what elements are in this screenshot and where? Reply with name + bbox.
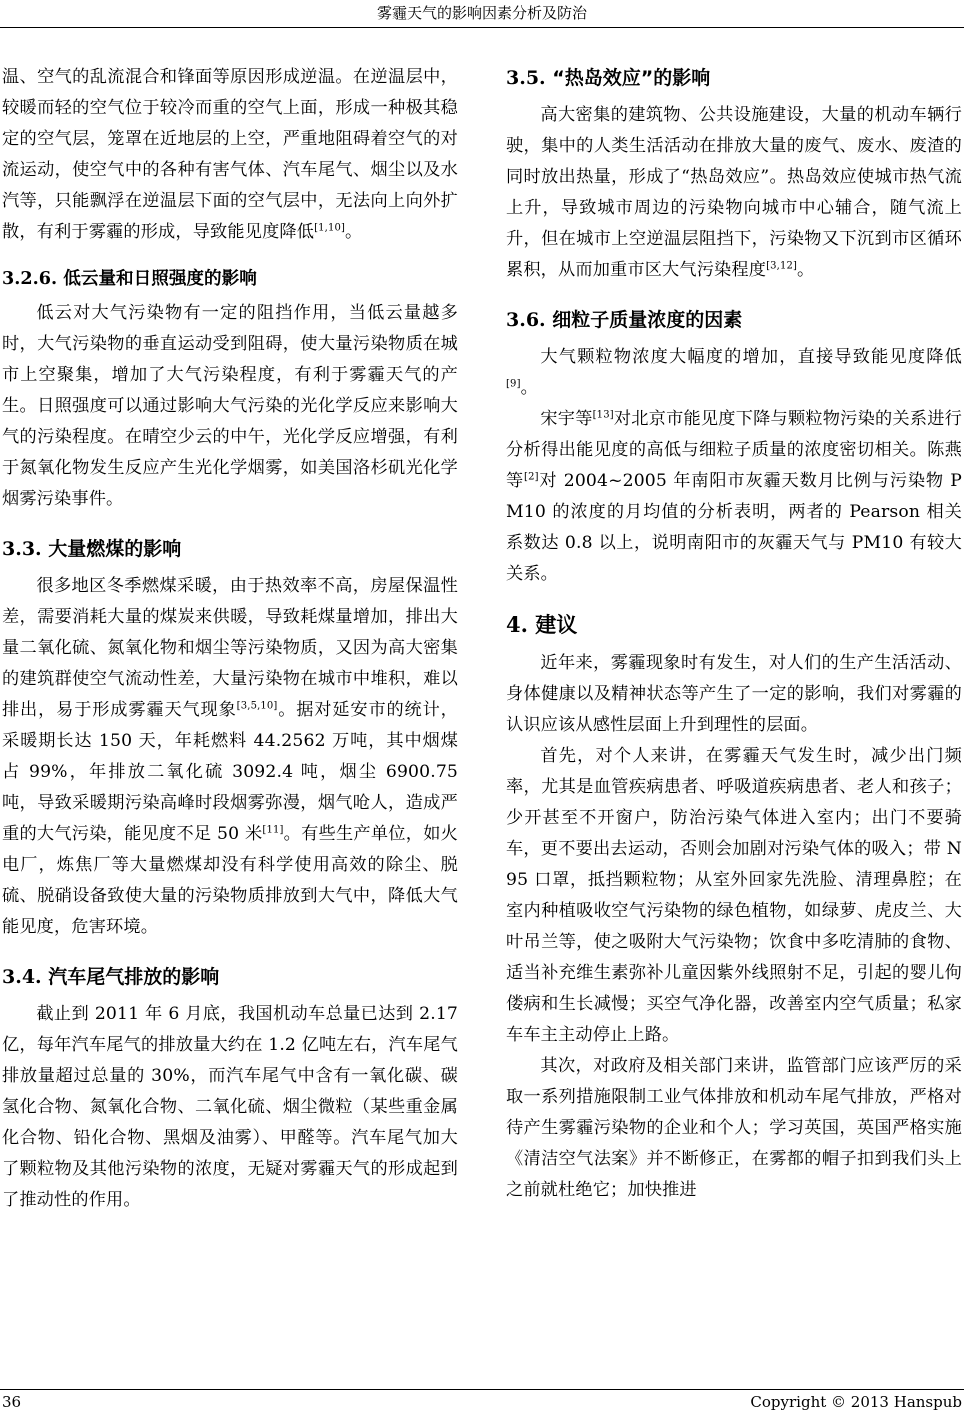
section-title: 大量燃煤的影响 bbox=[48, 538, 182, 560]
copyright-notice: Copyright © 2013 Hanspub bbox=[750, 1393, 962, 1411]
paragraph-4-a: 近年来，雾霾现象时有发生，对人们的生产生活活动、身体健康以及精神状态等产生了一定的影响，我们对雾霾的认识应该从感性层面上升到理性的层面。 bbox=[506, 653, 962, 735]
section-title: 汽车尾气排放的影响 bbox=[48, 966, 220, 988]
paragraph-text: 对 2004~2005 年南阳市灰霾天数月比例与污染物 PM10 的浓度的月均值的分析表明，两者的 Pearson 相关系数达 0.8 以上，说明南阳市的灰霾天气与 PM10 有较大关系。 bbox=[506, 471, 962, 584]
paragraph-continuation bbox=[2, 62, 458, 248]
paragraph-end: 。 bbox=[520, 378, 538, 398]
section-heading-3-4 bbox=[2, 961, 458, 993]
paragraph-3-5 bbox=[506, 100, 962, 286]
paragraph-text: 高大密集的建筑物、公共设施建设，大量的机动车辆行驶，集中的人类生活活动在排放大量的废气、废水、废渣的同时放出热量，形成了“热岛效应”。热岛效应使城市热气流上升，导致城市周边的污染物向城市中心辅合，随气流上升，但在城市上空逆温层阻挡下，污染物又下沉到市区循环累积，从而加重市区大气污染程度 bbox=[506, 105, 962, 280]
section-heading-4 bbox=[506, 608, 962, 642]
paragraph-3-6-b bbox=[506, 404, 962, 590]
paragraph-end: 。 bbox=[797, 260, 815, 280]
paragraph-4-c: 其次，对政府及相关部门来讲，监管部门应该严厉的采取一系列措施限制工业气体排放和机动车尾气排放，严格对待产生雾霾污染物的企业和个人；学习英国，英国严格实施《清洁空气法案》并不断修正，在雾都的帽子扣到我们头上之前就杜绝它；加快推进 bbox=[506, 1056, 962, 1200]
section-heading-3-5 bbox=[506, 62, 962, 94]
paragraph-text: 大气颗粒物浓度大幅度的增加，直接导致能见度降低 bbox=[540, 347, 962, 367]
citation: [1,10] bbox=[314, 222, 346, 234]
section-number: 3.6. bbox=[506, 309, 546, 331]
paragraph-end: 。 bbox=[345, 222, 363, 242]
citation: [9] bbox=[506, 378, 521, 390]
paragraph-3-2-6: 低云对大气污染物有一定的阻挡作用，当低云量越多时，大气污染物的垂直运动受到阻碍，使大量污染物质在城市上空聚集，增加了大气污染程度，有利于雾霾天气的产生。日照强度可以通过影响大气污染的光化学反应来影响大气的污染程度。在晴空少云的中午，光化学反应增强，有利于氮氧化物发生反应产生光化学烟雾，如美国洛杉矶光化学烟雾污染事件。 bbox=[2, 303, 458, 509]
paragraph-3-6-a bbox=[506, 342, 962, 404]
right-column bbox=[506, 62, 962, 1206]
section-heading-3-2-6 bbox=[2, 264, 458, 294]
page-number: 36 bbox=[2, 1393, 22, 1411]
footer-rule bbox=[0, 1389, 964, 1390]
header-rule bbox=[0, 27, 964, 28]
section-number: 3.2.6. bbox=[2, 268, 58, 289]
paragraph-text: 温、空气的乱流混合和锋面等原因形成逆温。在逆温层中，较暖而轻的空气位于较冷而重的空气上面，形成一种极其稳定的空气层，笼罩在近地层的上空，严重地阻碍着空气的对流运动，使空气中的各种有害气体、汽车尾气、烟尘以及水汽等，只能飘浮在逆温层下面的空气层中，无法向上向外扩散，有利于雾霾的形成，导致能见度降低 bbox=[2, 67, 458, 242]
paragraph-text: 很多地区冬季燃煤采暖，由于热效率不高，房屋保温性差，需要消耗大量的煤炭来供暖，导致耗煤量增加，排出大量二氧化硫、氮氧化物和烟尘等污染物质，又因为高大密集的建筑群使空气流动性差，大量污染物在城市中堆积，难以排出，易于形成雾霾天气现象 bbox=[2, 576, 458, 720]
section-heading-3-3 bbox=[2, 533, 458, 565]
paragraph-4-b: 首先，对个人来讲，在雾霾天气发生时，减少出门频率，尤其是血管疾病患者、呼吸道疾病患者、老人和孩子；少开甚至不开窗户，防治污染气体进入室内；出门不要骑车，更不要出去运动，否则会加剧对污染气体的吸入；带 N95 口罩，抵挡颗粒物；从室外回家先洗脸、清理鼻腔；在室内种植吸收空气污染物的绿色植物，如绿萝、虎皮兰、大叶吊兰等，使之吸附大气污染物；饮食中多吃清肺的食物、适当补充维生素弥补儿童因紫外线照射不足，引起的婴儿佝偻病和生长减慢；买空气净化器，改善室内空气质量；私家车车主主动停止上路。 bbox=[506, 746, 962, 1045]
citation: [11] bbox=[262, 824, 284, 836]
left-column bbox=[2, 62, 458, 1216]
section-title: “热岛效应”的影响 bbox=[552, 67, 711, 89]
citation: [2] bbox=[524, 471, 539, 483]
paragraph-text: 对北京市能见度下降与颗粒物污染的关系进行分析得出能见度的高低与细粒子质量的浓度密切相关。陈燕等 bbox=[506, 409, 962, 491]
citation: [13] bbox=[592, 409, 614, 421]
paragraph-text: 。有些生产单位，如火电厂，炼焦厂等大量燃煤却没有科学使用高效的除尘、脱硫、脱硝设备致使大量的污染物质排放到大气中，降低大气能见度，危害环境。 bbox=[2, 824, 458, 937]
section-number: 4. bbox=[506, 612, 528, 637]
paragraph-3-4: 截止到 2011 年 6 月底，我国机动车总量已达到 2.17 亿，每年汽车尾气的排放量大约在 1.2 亿吨左右，汽车尾气排放量超过总量的 30%，而汽车尾气中含有一氧化碳、碳氢化合物、氮氧化合物、二氧化硫、烟尘微粒（某些重金属化合物、铅化合物、黑烟及油雾）、甲醛等。汽车尾气加大了颗粒物及其他污染物的浓度，无疑对雾霾天气的形成起到了推动性的作用。 bbox=[2, 1004, 458, 1210]
section-title: 细粒子质量浓度的因素 bbox=[552, 309, 743, 331]
citation: [3,12] bbox=[766, 260, 798, 272]
citation: [3,5,10] bbox=[236, 700, 278, 712]
section-number: 3.3. bbox=[2, 538, 42, 560]
paragraph-text: 宋宇等 bbox=[540, 409, 593, 429]
section-title: 低云量和日照强度的影响 bbox=[63, 269, 257, 289]
paragraph-text: 。据对延安市的统计，采暖期长达 150 天，年耗燃料 44.2562 万吨，其中烟煤占 99%，年排放二氧化硫 3092.4 吨，烟尘 6900.75 吨，导致采暖期污染高峰时段烟雾弥漫，烟气呛人，造成严重的大气污染，能见度不足 50 米 bbox=[2, 700, 458, 844]
section-number: 3.5. bbox=[506, 67, 546, 89]
paragraph-3-3 bbox=[2, 571, 458, 943]
section-heading-3-6 bbox=[506, 304, 962, 336]
running-title: 雾霾天气的影响因素分析及防治 bbox=[376, 4, 587, 22]
section-number: 3.4. bbox=[2, 966, 42, 988]
section-title: 建议 bbox=[535, 613, 578, 637]
